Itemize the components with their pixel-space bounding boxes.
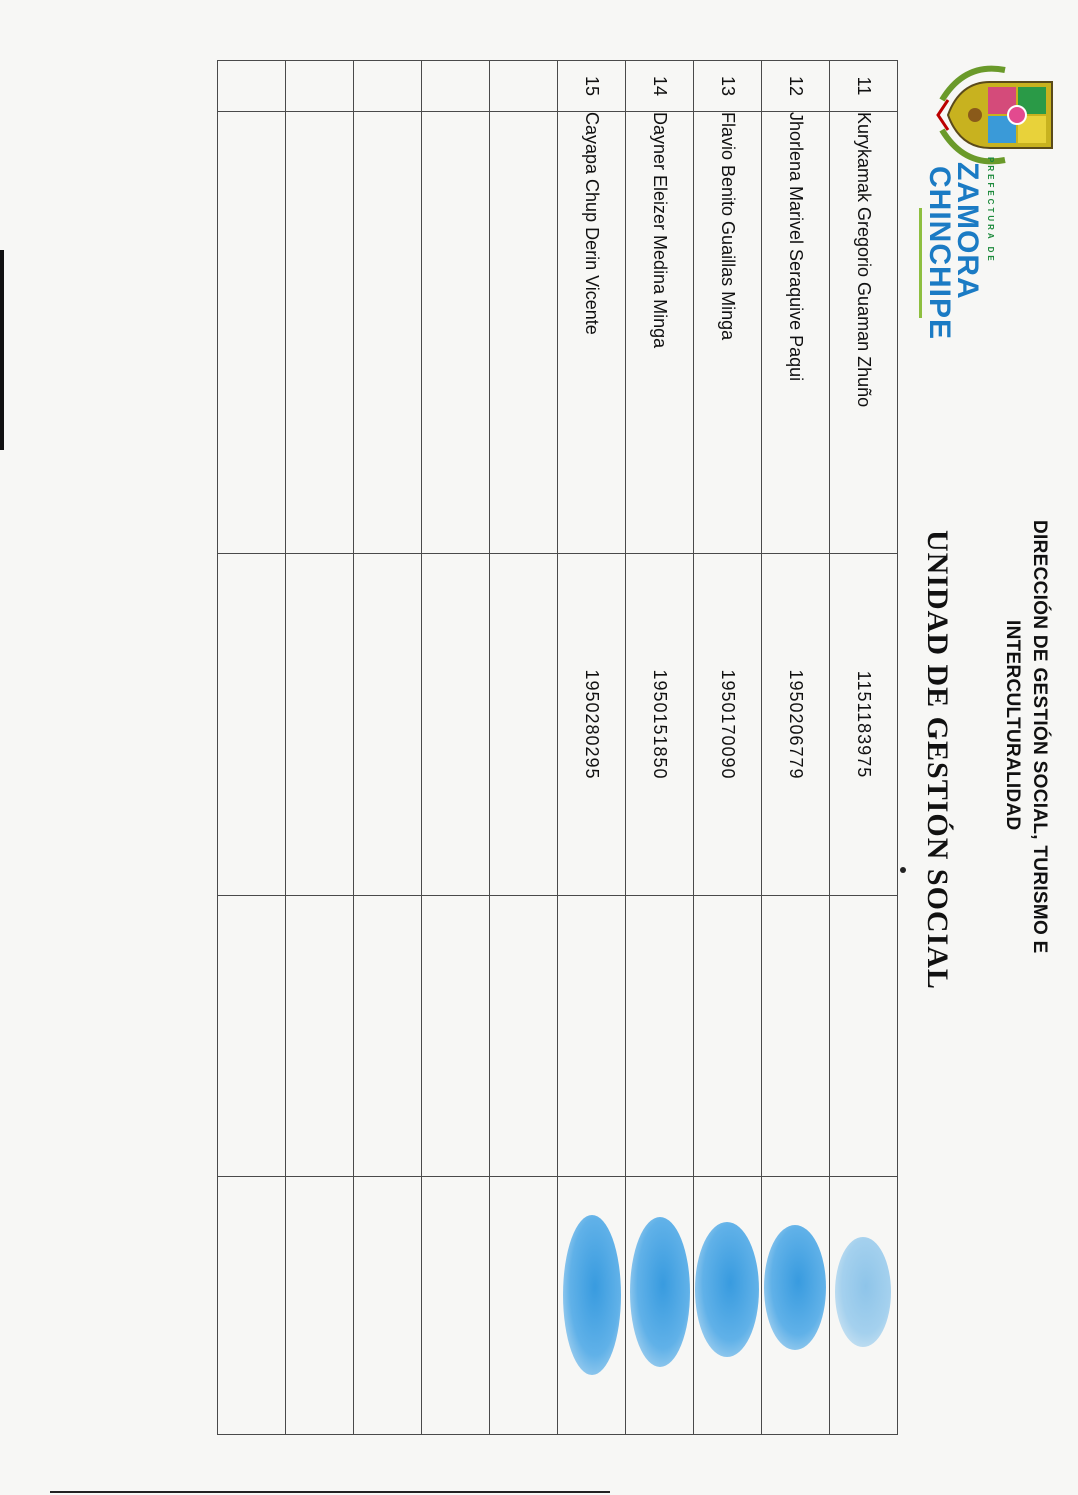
blank-cell <box>286 896 354 1177</box>
id-number: 1950280295 <box>558 554 626 896</box>
blank-cell <box>218 896 286 1177</box>
fingerprint-cell <box>218 1177 286 1435</box>
unit-title: UNIDAD DE GESTIÓN SOCIAL <box>921 530 954 990</box>
id-number: 1950151850 <box>626 554 694 896</box>
fingerprint-cell <box>286 1177 354 1435</box>
direction-title-line2: INTERCULTURALIDAD <box>1002 620 1023 831</box>
row-number <box>286 61 354 112</box>
table-row <box>218 61 286 1435</box>
id-number: 1950206779 <box>762 554 830 896</box>
table-row <box>422 61 490 1435</box>
fingerprint-cell <box>490 1177 558 1435</box>
brand-name-line1: ZAMORA <box>951 162 984 300</box>
participant-name: Dayner Eleizer Medina Minga <box>626 112 694 554</box>
row-number: 14 <box>626 61 694 112</box>
participant-name: Cayapa Chup Derin Vicente <box>558 112 626 554</box>
table-row <box>490 61 558 1435</box>
brand-prefix: PREFECTURA DE <box>986 157 995 264</box>
blank-cell <box>694 896 762 1177</box>
fingerprint-mark <box>630 1217 690 1367</box>
direction-title-line1: DIRECCIÓN DE GESTIÓN SOCIAL, TURISMO E <box>1029 520 1050 954</box>
fingerprint-cell <box>626 1177 694 1435</box>
row-number: 12 <box>762 61 830 112</box>
ink-dot <box>900 867 906 873</box>
participant-name <box>218 112 286 554</box>
id-number: 1151183975 <box>830 554 898 896</box>
table-row <box>830 61 898 1435</box>
attendance-table <box>217 60 898 1435</box>
blank-cell <box>422 896 490 1177</box>
row-number: 11 <box>830 61 898 112</box>
table-row <box>286 61 354 1435</box>
fingerprint-cell <box>830 1177 898 1435</box>
fingerprint-mark <box>764 1225 826 1350</box>
table-row <box>558 61 626 1435</box>
id-number <box>490 554 558 896</box>
fingerprint-cell <box>354 1177 422 1435</box>
row-number: 15 <box>558 61 626 112</box>
participant-name <box>422 112 490 554</box>
brand-underline <box>919 208 922 318</box>
row-number <box>354 61 422 112</box>
fingerprint-mark <box>695 1222 759 1357</box>
blank-cell <box>354 896 422 1177</box>
id-number: 1950170090 <box>694 554 762 896</box>
row-number <box>218 61 286 112</box>
participant-name <box>490 112 558 554</box>
fingerprint-cell <box>694 1177 762 1435</box>
blank-cell <box>558 896 626 1177</box>
row-number: 13 <box>694 61 762 112</box>
fingerprint-cell <box>762 1177 830 1435</box>
id-number <box>354 554 422 896</box>
id-number <box>218 554 286 896</box>
participant-name: Flavio Benito Guaillas Minga <box>694 112 762 554</box>
fingerprint-cell <box>422 1177 490 1435</box>
id-number <box>286 554 354 896</box>
table-row <box>762 61 830 1435</box>
id-number <box>422 554 490 896</box>
table-row <box>694 61 762 1435</box>
blank-cell <box>626 896 694 1177</box>
blank-cell <box>490 896 558 1177</box>
participant-name <box>286 112 354 554</box>
brand-name-line2: CHINCHIPE <box>923 166 956 341</box>
participant-name <box>354 112 422 554</box>
participant-name: Jhorlena Marivel Seraquive Paqui <box>762 112 830 554</box>
blank-cell <box>762 896 830 1177</box>
row-number <box>490 61 558 112</box>
table-row <box>354 61 422 1435</box>
participant-name: Kurykamak Gregorio Guaman Zhuño <box>830 112 898 554</box>
row-number <box>422 61 490 112</box>
blank-cell <box>830 896 898 1177</box>
fingerprint-cell <box>558 1177 626 1435</box>
prefectura-coat-of-arms-logo <box>935 60 1060 170</box>
fingerprint-mark <box>835 1237 891 1347</box>
fingerprint-mark <box>563 1215 621 1375</box>
table-row <box>626 61 694 1435</box>
